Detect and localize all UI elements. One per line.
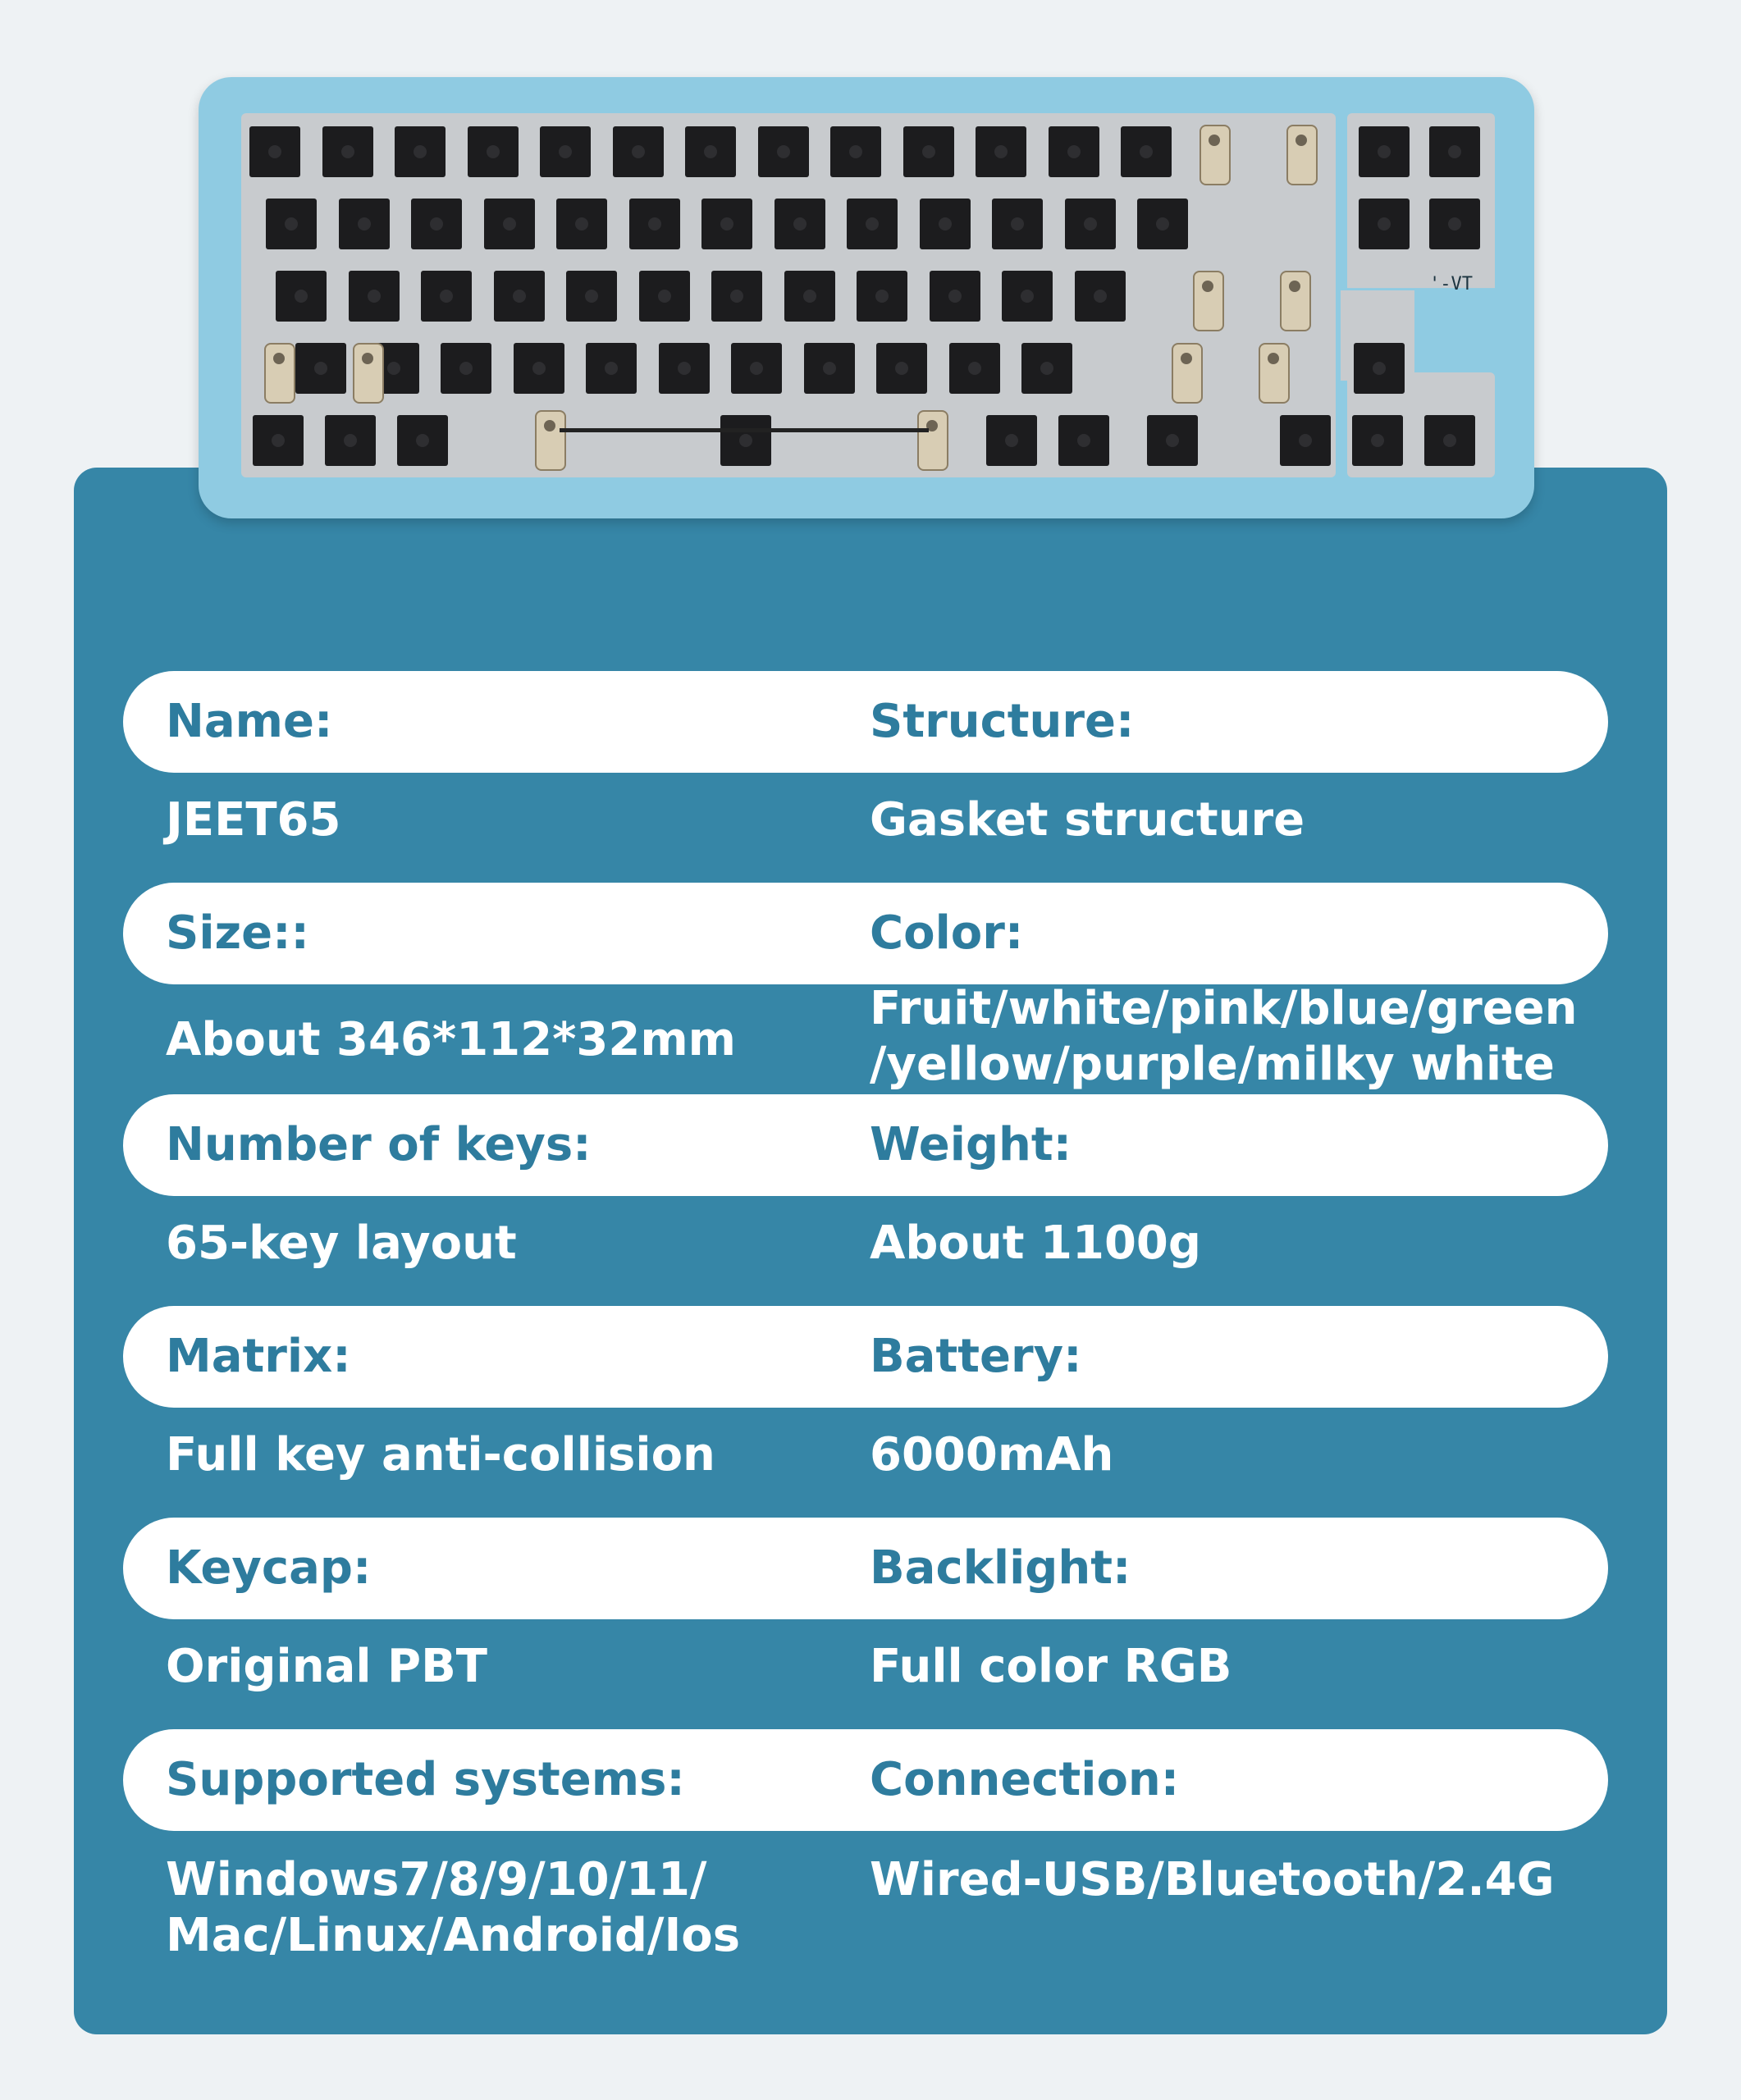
- switch-hole: [295, 343, 346, 394]
- switch-hole: [1058, 415, 1109, 466]
- spec-row-matrix-battery: [123, 1306, 1608, 1518]
- switch-hole: [325, 415, 376, 466]
- stabilizer: [1259, 343, 1290, 404]
- name-value: JEET65: [166, 793, 341, 847]
- switch-hole: [266, 199, 317, 249]
- switch-hole: [566, 271, 617, 322]
- switch-hole: [556, 199, 607, 249]
- stabilizer: [353, 343, 384, 404]
- switch-hole: [857, 271, 907, 322]
- switch-hole: [514, 343, 564, 394]
- switch-hole: [249, 126, 300, 177]
- number-of-keys-value: 65-key layout: [166, 1217, 517, 1270]
- color-label: Color:: [870, 906, 1024, 960]
- switch-hole: [421, 271, 472, 322]
- switch-hole: [586, 343, 637, 394]
- switch-hole: [830, 126, 881, 177]
- switch-hole: [1280, 415, 1331, 466]
- battery-value: 6000mAh: [870, 1428, 1114, 1481]
- switch-hole: [1021, 343, 1072, 394]
- spec-row-name-structure: [123, 671, 1608, 883]
- spec-row-systems-connection: [123, 1729, 1608, 1962]
- matrix-label: Matrix:: [166, 1330, 351, 1383]
- stabilizer: [917, 410, 948, 471]
- switch-hole: [1002, 271, 1053, 322]
- switch-hole: [540, 126, 591, 177]
- switch-hole: [1359, 126, 1410, 177]
- connection-label: Connection:: [870, 1753, 1180, 1806]
- color-value-line2: /yellow/purple/milky white: [870, 1038, 1555, 1091]
- weight-value: About 1100g: [870, 1217, 1201, 1270]
- switch-hole: [685, 126, 736, 177]
- supported-systems-label: Supported systems:: [166, 1753, 685, 1806]
- supported-systems-value-line1: Windows7/8/9/10/11/: [166, 1853, 707, 1906]
- label-pill: [123, 1094, 1608, 1196]
- switch-hole: [322, 126, 373, 177]
- switch-hole: [339, 199, 390, 249]
- switch-hole: [349, 271, 400, 322]
- name-label: Name:: [166, 695, 333, 748]
- size-label: Size::: [166, 906, 309, 960]
- switch-hole: [659, 343, 710, 394]
- stabilizer: [1286, 125, 1318, 185]
- switch-hole: [992, 199, 1043, 249]
- switch-hole: [949, 343, 1000, 394]
- switch-hole: [1137, 199, 1188, 249]
- stabilizer: [264, 343, 295, 404]
- switch-hole: [1429, 199, 1480, 249]
- stabilizer: [1280, 271, 1311, 331]
- backlight-value: Full color RGB: [870, 1640, 1232, 1693]
- label-pill: [123, 1518, 1608, 1619]
- switch-hole: [930, 271, 980, 322]
- switch-hole: [395, 126, 446, 177]
- structure-label: Structure:: [870, 695, 1135, 748]
- size-value: About 346*112*32mm: [166, 1013, 737, 1066]
- switch-hole: [411, 199, 462, 249]
- keycap-label: Keycap:: [166, 1541, 372, 1595]
- switch-hole: [1352, 415, 1403, 466]
- spec-row-keycap-backlight: [123, 1518, 1608, 1729]
- switch-hole: [613, 126, 664, 177]
- label-pill: [123, 1306, 1608, 1408]
- stabilizer: [1172, 343, 1203, 404]
- structure-value: Gasket structure: [870, 793, 1305, 847]
- switch-hole: [920, 199, 971, 249]
- switch-hole: [397, 415, 448, 466]
- switch-hole: [1429, 126, 1480, 177]
- switch-hole: [1121, 126, 1172, 177]
- switch-hole: [1065, 199, 1116, 249]
- switch-hole: [629, 199, 680, 249]
- switch-hole: [804, 343, 855, 394]
- keycap-value: Original PBT: [166, 1640, 487, 1693]
- spec-row-size-color: [123, 883, 1608, 1094]
- switch-hole: [976, 126, 1026, 177]
- switch-hole: [775, 199, 825, 249]
- nav-cluster-mark: '-VT: [1429, 274, 1473, 294]
- switch-hole: [1424, 415, 1475, 466]
- switch-hole: [1359, 199, 1410, 249]
- switch-hole: [711, 271, 762, 322]
- stabilizer: [1193, 271, 1224, 331]
- switch-hole: [468, 126, 519, 177]
- label-pill: [123, 1729, 1608, 1831]
- stabilizer: [1200, 125, 1231, 185]
- switch-hole: [1049, 126, 1099, 177]
- switch-hole: [876, 343, 927, 394]
- switch-hole: [758, 126, 809, 177]
- number-of-keys-label: Number of keys:: [166, 1118, 592, 1171]
- switch-hole: [276, 271, 327, 322]
- switch-hole: [441, 343, 491, 394]
- spec-list: [123, 671, 1608, 1962]
- switch-hole: [847, 199, 898, 249]
- switch-hole: [494, 271, 545, 322]
- color-value-line1: Fruit/white/pink/blue/green: [870, 982, 1578, 1035]
- switch-hole: [986, 415, 1037, 466]
- switch-hole: [639, 271, 690, 322]
- label-pill: [123, 883, 1608, 984]
- stabilizer-wire: [560, 428, 929, 432]
- label-pill: [123, 671, 1608, 773]
- switch-hole: [1075, 271, 1126, 322]
- switch-hole: [1147, 415, 1198, 466]
- switch-hole: [484, 199, 535, 249]
- weight-label: Weight:: [870, 1118, 1072, 1171]
- keyboard-image: [199, 77, 1534, 518]
- switch-hole: [720, 415, 771, 466]
- switch-hole: [253, 415, 304, 466]
- switch-hole: [1354, 343, 1405, 394]
- supported-systems-value-line2: Mac/Linux/Android/Ios: [166, 1909, 741, 1962]
- switch-hole: [784, 271, 835, 322]
- switch-hole: [903, 126, 954, 177]
- spec-row-keys-weight: [123, 1094, 1608, 1306]
- stabilizer: [535, 410, 566, 471]
- backlight-label: Backlight:: [870, 1541, 1131, 1595]
- connection-value: Wired-USB/Bluetooth/2.4G: [870, 1853, 1555, 1906]
- battery-label: Battery:: [870, 1330, 1082, 1383]
- switch-hole: [701, 199, 752, 249]
- switch-hole: [731, 343, 782, 394]
- matrix-value: Full key anti-collision: [166, 1428, 715, 1481]
